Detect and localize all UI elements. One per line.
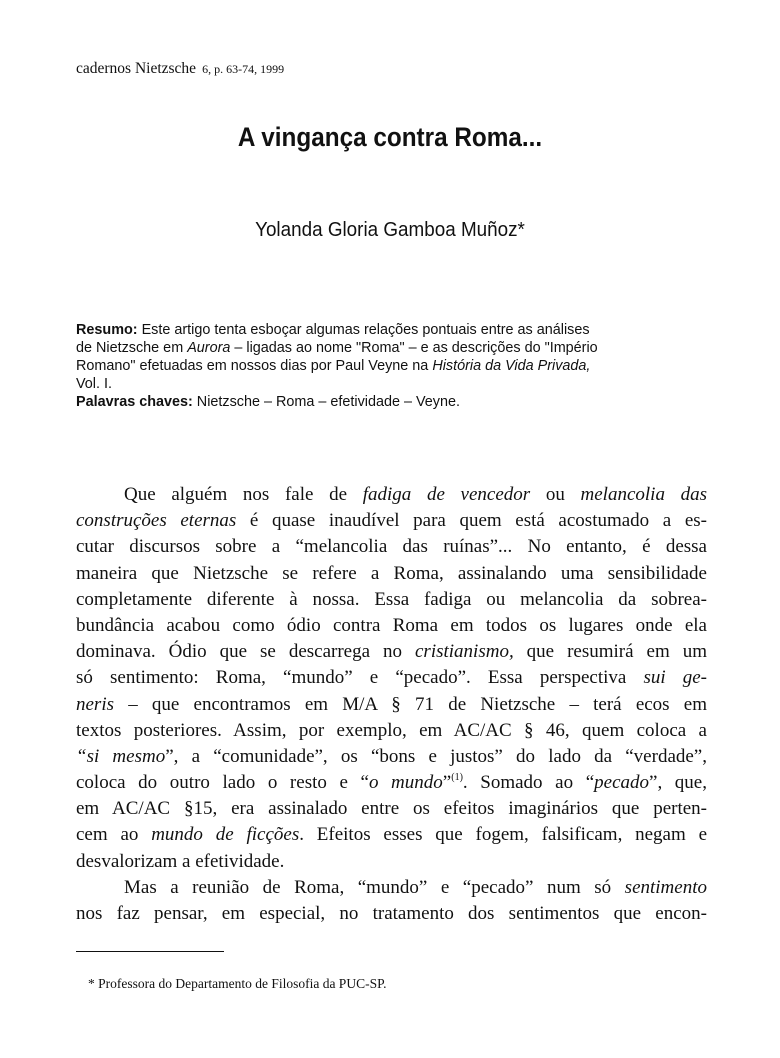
paragraph-line: em AC/AC §15, era assinalado entre os efeitos imaginários que perten-: [76, 798, 707, 820]
paragraph-line: “si mesmo”, a “comunidade”, os “bons e justos” do lado da “verdade”,: [76, 745, 707, 767]
paragraph-line: cutar discursos sobre a “melancolia das ruínas”... No entanto, é dessa: [76, 536, 707, 558]
paragraph-line: só sentimento: Roma, “mundo” e “pecado”. Essa perspectiva sui ge-: [76, 667, 708, 689]
article-title: A vingança contra Roma...: [237, 122, 543, 152]
abstract-line: Romano" efetuadas em nossos dias por Paul Veyne na História da Vida Privada,: [76, 358, 591, 374]
journal-meta: 6, p. 63-74, 1999: [202, 62, 285, 76]
paragraph-line: maneira que Nietzsche se refere a Roma, assinalando uma sensibilidade: [76, 562, 707, 584]
paragraph-line: desvalorizam a efetividade.: [76, 850, 285, 872]
footnote: * Professora do Departamento de Filosofia da PUC-SP.: [88, 976, 387, 991]
paragraph-line: nos faz pensar, em especial, no tratamento dos sentimentos que encon-: [76, 903, 707, 924]
running-header: [76, 60, 284, 78]
abstract-line: de Nietzsche em Aurora – ligadas ao nome "Roma" – e as descrições do "Império: [76, 340, 598, 356]
keywords-line: [76, 393, 706, 411]
journal-name: cadernos Nietzsche: [76, 60, 197, 77]
paragraph-line: coloca do outro lado o resto e “o mundo”$^{(1)}$. Somado ao “pecado”, que,: [76, 772, 707, 794]
paragraph-line: dominava. Ódio que se descarrega no cristianismo, que resumirá em um: [76, 641, 707, 663]
footnote-ref[interactable]: (1): [451, 772, 463, 784]
paragraph-line: Que alguém nos fale de fadiga de vencedor ou melancolia das: [124, 484, 707, 505]
body-text: [76, 482, 707, 927]
abstract-label: Resumo:: [76, 322, 138, 338]
abstract-line: Resumo: Este artigo tenta esboçar algumas relações pontuais entre as análises: [76, 322, 590, 338]
abstract-block: [76, 321, 706, 411]
article-author: Yolanda Gloria Gamboa Muñoz*: [255, 218, 525, 241]
paragraph-line: Mas a reunião de Roma, “mundo” e “pecado” num só sentimento: [124, 876, 707, 898]
abstract-line: Vol. I.: [76, 376, 112, 392]
keywords-label: Palavras chaves:: [76, 394, 193, 410]
footnote-divider: [76, 951, 224, 952]
paragraph-line: textos posteriores. Assim, por exemplo, em AC/AC § 46, quem coloca a: [76, 719, 707, 741]
paragraph-line: completamente diferente à nossa. Essa fadiga ou melancolia da sobrea-: [76, 588, 707, 610]
keywords-text: Nietzsche – Roma – efetividade – Veyne.: [192, 394, 460, 410]
paragraph-line: neris – que encontramos em M/A § 71 de Nietzsche – terá ecos em: [76, 693, 707, 715]
paragraph-line: bundância acabou como ódio contra Roma em todos os lugares onde ela: [76, 614, 707, 636]
paragraph-line: cem ao mundo de ficções. Efeitos esses que fogem, falsificam, negam e: [76, 824, 708, 846]
paragraph-line: construções eternas é quase inaudível para quem está acostumado a es-: [76, 510, 707, 532]
